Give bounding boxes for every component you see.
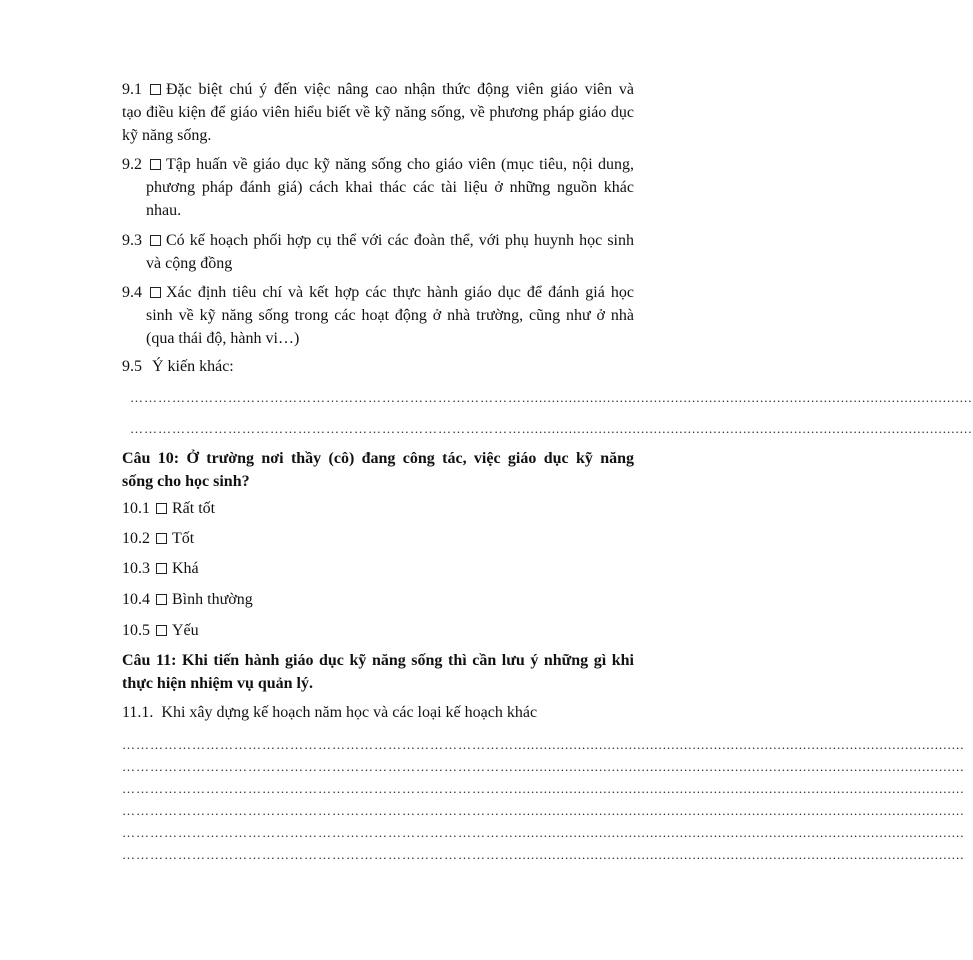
option-label: Khá <box>172 560 199 577</box>
option-label: Bình thường <box>172 591 253 608</box>
checkbox[interactable] <box>156 625 167 636</box>
option-number: 10.5 <box>122 622 150 639</box>
option-text: Tập huấn về giáo dục kỹ năng sống cho giáo viên (mục tiêu, nội dung, <box>166 156 634 173</box>
option-label: Rất tốt <box>172 500 216 517</box>
item-number: 11.1. <box>122 704 154 721</box>
option-9-4[interactable] <box>122 281 634 350</box>
question-text: Câu 10: Ở trường nơi thầy (cô) đang công tác, việc giáo dục kỹ năng <box>122 450 634 467</box>
option-number: 9.3 <box>122 232 142 249</box>
question-10 <box>122 447 634 493</box>
question-text: Câu 11: Khi tiến hành giáo dục kỹ năng sống thì cần lưu ý những gì khi <box>122 652 634 669</box>
checkbox[interactable] <box>150 159 161 170</box>
option-10-3[interactable] <box>122 557 634 580</box>
option-number: 9.2 <box>122 156 142 173</box>
item-label: Khi xây dựng kế hoạch năm học và các loại kế hoạch khác <box>161 704 538 721</box>
option-9-5 <box>122 355 634 378</box>
option-text-continued: phương pháp đánh giá) cách khai thác các tài liệu ở những nguồn khác nhau. <box>146 179 634 219</box>
checkbox[interactable] <box>150 84 161 95</box>
answer-dotted-line[interactable]: ………………………………………………………………………….......................................................................................................... <box>122 759 965 774</box>
option-number: 10.2 <box>122 530 150 547</box>
option-number: 10.1 <box>122 500 150 517</box>
answer-dotted-line[interactable]: ………………………………………………………………………….......................................................................................................... <box>130 421 973 436</box>
option-10-2[interactable] <box>122 527 634 550</box>
item-11-1 <box>122 701 634 724</box>
answer-dotted-line[interactable]: ………………………………………………………………………….......................................................................................................... <box>130 390 973 405</box>
option-text-continued: và cộng đồng <box>146 255 233 272</box>
answer-dotted-line[interactable]: ………………………………………………………………………….......................................................................................................... <box>122 803 965 818</box>
checkbox[interactable] <box>156 563 167 574</box>
answer-dotted-line[interactable]: ………………………………………………………………………….......................................................................................................... <box>122 781 965 796</box>
question-11 <box>122 649 634 695</box>
option-10-5[interactable] <box>122 619 634 642</box>
option-label: Tốt <box>172 530 195 547</box>
option-text: Đặc biệt chú ý đến việc nâng cao nhận thức động viên giáo viên và <box>166 81 634 98</box>
option-number: 9.4 <box>122 284 142 301</box>
option-10-1[interactable] <box>122 497 634 520</box>
checkbox[interactable] <box>150 235 161 246</box>
question-text-continued: thực hiện nhiệm vụ quản lý. <box>122 675 313 692</box>
option-text: Có kế hoạch phối hợp cụ thể với các đoàn thể, với phụ huynh học sinh <box>166 232 634 249</box>
answer-dotted-line[interactable]: ………………………………………………………………………….......................................................................................................... <box>122 825 965 840</box>
option-9-1[interactable] <box>122 78 634 147</box>
option-text: Xác định tiêu chí và kết hợp các thực hành giáo dục để đánh giá học <box>166 284 634 301</box>
option-text-continued: sinh về kỹ năng sống trong các hoạt động ở nhà trường, cũng như ở nhà (qua thái độ, hành vi…) <box>146 307 634 347</box>
checkbox[interactable] <box>150 287 161 298</box>
option-label: Yếu <box>172 622 199 639</box>
answer-dotted-line[interactable]: ………………………………………………………………………….......................................................................................................... <box>122 847 965 862</box>
question-text-continued: sống cho học sinh? <box>122 473 250 490</box>
option-number: 10.4 <box>122 591 150 608</box>
option-number: 9.1 <box>122 81 142 98</box>
checkbox[interactable] <box>156 533 167 544</box>
option-number: 9.5 <box>122 358 142 375</box>
option-9-2[interactable] <box>122 153 634 222</box>
option-9-3[interactable] <box>122 229 634 275</box>
option-text-continued: tạo điều kiện để giáo viên hiểu biết về kỹ năng sống, về phương pháp giáo dục kỹ năng sống. <box>122 104 634 144</box>
checkbox[interactable] <box>156 594 167 605</box>
checkbox[interactable] <box>156 503 167 514</box>
option-10-4[interactable] <box>122 588 634 611</box>
option-label: Ý kiến khác: <box>152 358 234 375</box>
option-number: 10.3 <box>122 560 150 577</box>
answer-dotted-line[interactable]: ………………………………………………………………………….......................................................................................................... <box>122 737 965 752</box>
